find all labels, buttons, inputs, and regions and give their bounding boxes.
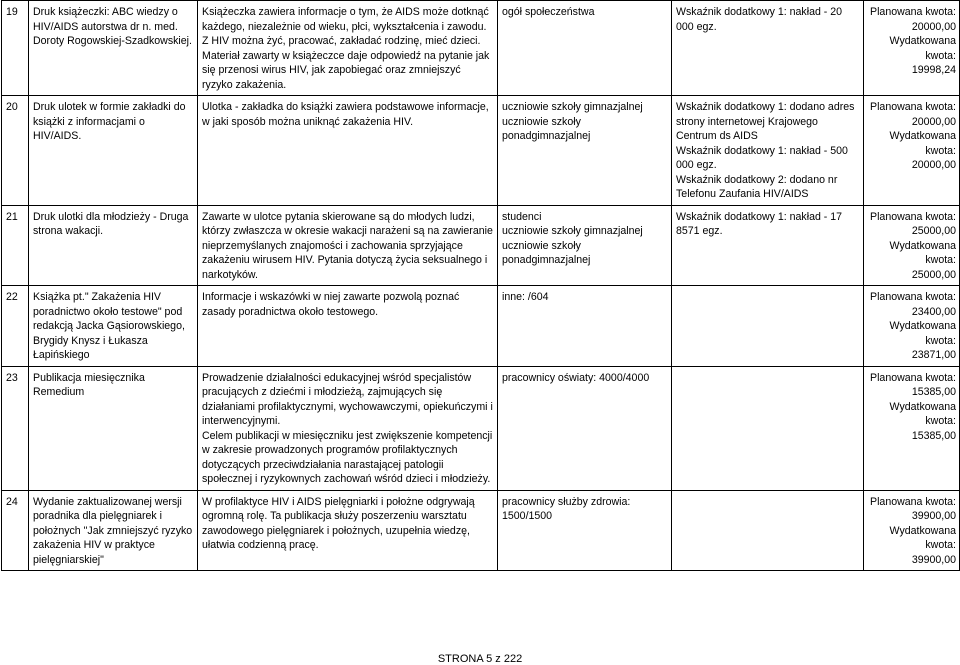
task-description: Książeczka zawiera informacje o tym, że AIDS może dotknąć każdego, niezależnie od wieku, płci, wykształcenia i zawodu. Z HIV można żyć, pracować, zakładać rodzinę, mieć dzieci. Materiał zawarty w książeczce daje odpowiedź na pytanie jak się przenosi wirus HIV, jak zapobiegać oraz zmniejszyć ryzyko zakażenia.: [198, 1, 498, 96]
indicators: Wskaźnik dodatkowy 1: dodano adres strony internetowej Krajowego Centrum ds AIDS Wskaźnik dodatkowy 1: nakład - 500 000 egz. Wskaźnik dodatkowy 2: dodano nr Telefonu Zaufania HIV/AIDS: [672, 96, 864, 206]
task-name: Publikacja miesięcznika Remedium: [29, 366, 198, 490]
target-group: pracownicy oświaty: 4000/4000: [498, 366, 672, 490]
table-row: [2, 1, 960, 96]
task-description: Prowadzenie działalności edukacyjnej wśród specjalistów pracujących z dziećmi i młodzieżą, zajmujących się działaniami profilaktycznymi, wychowawczymi, opiekuńczymi i interwencyjnymi. Celem publikacji w miesięczniku jest zwiększenie kompetencji w zakresie prowadzonych programów profilaktycznych dotyczących przeciwdziałania narastającej patologii społecznej i ryzykownych zachowań wśród dzieci i młodzieży.: [198, 366, 498, 490]
task-name: Książka pt." Zakażenia HIV poradnictwo około testowe" pod redakcją Jacka Gąsiorowskiego, Brygidy Knysz i Łukasza Łapińskiego: [29, 286, 198, 367]
publications-table: [1, 0, 960, 571]
amount-value: 23871,00: [911, 349, 956, 361]
target-group: pracownicy służby zdrowia: 1500/1500: [498, 490, 672, 571]
amount-value: 20000,00: [911, 20, 956, 33]
amount-value: 20000,00: [911, 115, 956, 128]
amounts: [864, 1, 960, 96]
amount-value: 25000,00: [911, 225, 956, 237]
page-footer: STRONA 5 z 222: [437, 653, 523, 665]
amount-label: Planowana kwota:: [870, 6, 956, 18]
task-description: Informacje i wskazówki w niej zawarte pozwolą poznać zasady poradnictwa około testowego.: [198, 286, 498, 367]
amount-value: 39900,00: [911, 553, 956, 566]
amount-value: 19998,24: [911, 64, 956, 76]
row-number: 19: [2, 1, 29, 96]
amount-label: Wydatkowana kwota:: [889, 320, 956, 347]
amount-value: 15385,00: [911, 386, 956, 398]
row-number: 22: [2, 286, 29, 367]
task-description: Zawarte w ulotce pytania skierowane są do młodych ludzi, którzy zwłaszcza w okresie wakacji narażeni są na zawieranie nieprzemyślanych znajomości i zachowania sprzyjające zakażeniu wirusem HIV. Pytania dotyczą życia seksualnego i narkotyków.: [198, 205, 498, 286]
indicators: [672, 286, 864, 367]
amount-label: Wydatkowana kwota:: [889, 400, 956, 427]
amounts: [864, 490, 960, 571]
table-row: [2, 96, 960, 206]
row-number: 24: [2, 490, 29, 571]
target-group: uczniowie szkoły gimnazjalnej uczniowie szkoły ponadgimnazjalnej: [498, 96, 672, 206]
task-name: Druk książeczki: ABC wiedzy o HIV/AIDS autorstwa dr n. med. Doroty Rogowskiej-Szadkowskiej.: [29, 1, 198, 96]
row-number: 20: [2, 96, 29, 206]
amount-label: Planowana kwota:: [870, 495, 956, 508]
indicators: Wskaźnik dodatkowy 1: nakład - 20 000 egz.: [672, 1, 864, 96]
table-row: [2, 366, 960, 490]
row-number: 23: [2, 366, 29, 490]
amount-label: Planowana kwota:: [870, 291, 956, 303]
target-group: inne: /604: [498, 286, 672, 367]
amount-label: Planowana kwota:: [870, 210, 956, 223]
amount-label: Planowana kwota:: [870, 371, 956, 384]
indicators: [672, 366, 864, 490]
table-row: [2, 205, 960, 286]
amount-value: 39900,00: [911, 510, 956, 522]
table-row: [2, 490, 960, 571]
amount-label: Wydatkowana kwota:: [889, 130, 956, 157]
indicators: Wskaźnik dodatkowy 1: nakład - 17 8571 egz.: [672, 205, 864, 286]
table-row: [2, 286, 960, 367]
publications-table-body: [2, 1, 960, 571]
row-number: 21: [2, 205, 29, 286]
task-name: Wydanie zaktualizowanej wersji poradnika dla pielęgniarek i położnych "Jak zmniejszyć ryzyko zakażenia HIV w praktyce pielęgniarskiej": [29, 490, 198, 571]
amount-label: Planowana kwota:: [870, 101, 956, 113]
amounts: [864, 205, 960, 286]
target-group: studenci uczniowie szkoły gimnazjalnej uczniowie szkoły ponadgimnazjalnej: [498, 205, 672, 286]
amounts: [864, 366, 960, 490]
amounts: [864, 96, 960, 206]
task-description: Ulotka - zakładka do książki zawiera podstawowe informacje, w jaki sposób można uniknąć zakażenia HIV.: [198, 96, 498, 206]
amount-label: Wydatkowana kwota:: [889, 524, 956, 551]
amount-label: Wydatkowana kwota:: [889, 35, 956, 62]
amount-value: 25000,00: [911, 268, 956, 281]
amounts: [864, 286, 960, 367]
task-name: Druk ulotek w formie zakładki do książki z informacjami o HIV/AIDS.: [29, 96, 198, 206]
amount-value: 20000,00: [911, 159, 956, 171]
amount-value: 15385,00: [911, 429, 956, 442]
task-description: W profilaktyce HIV i AIDS pielęgniarki i położne odgrywają ogromną rolę. Ta publikacja służy poszerzeniu warsztatu zawodowego pielęgniarek i położnych, uzupełnia wiedzę, ułatwia codzienną pracę.: [198, 490, 498, 571]
amount-value: 23400,00: [911, 305, 956, 318]
task-name: Druk ulotki dla młodzieży - Druga strona wakacji.: [29, 205, 198, 286]
target-group: ogół społeczeństwa: [498, 1, 672, 96]
amount-label: Wydatkowana kwota:: [889, 239, 956, 266]
indicators: [672, 490, 864, 571]
